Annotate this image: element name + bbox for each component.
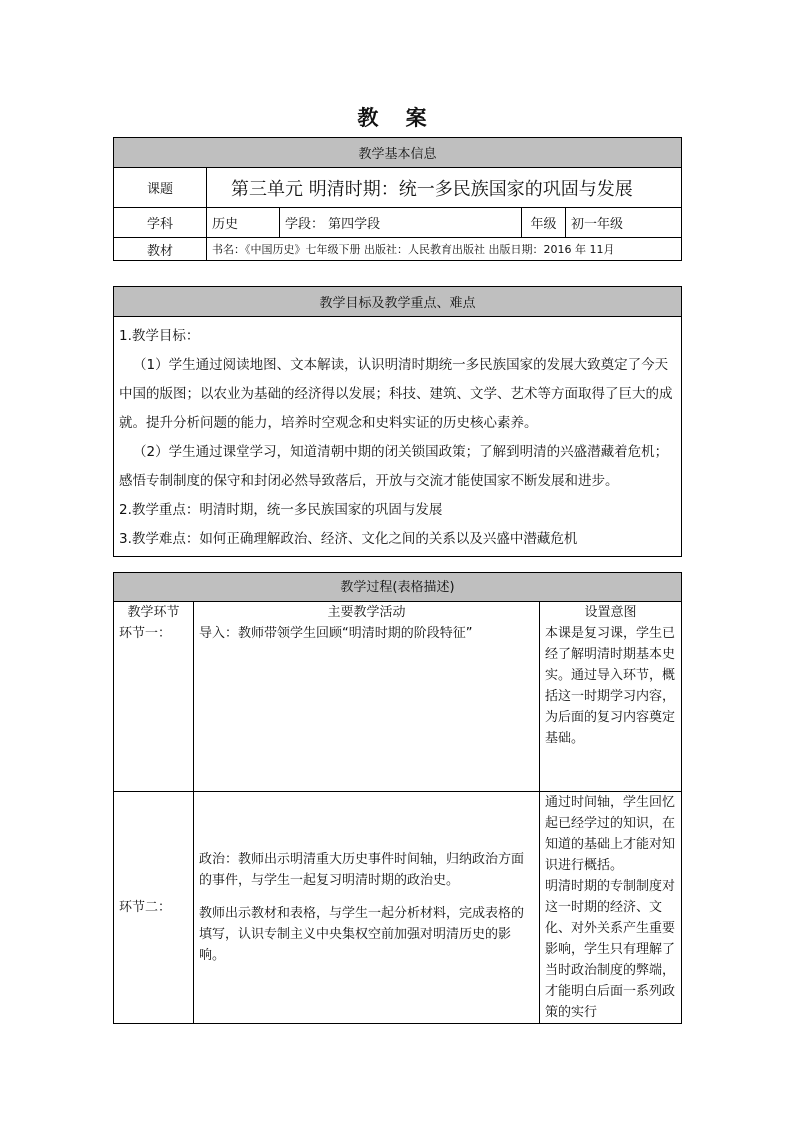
goal-2: （2）学生通过课堂学习，知道清朝中期的闭关锁国政策；了解到明清的兴盛潜藏着危机；感悟专制制度的保守和封闭必然导致落后，开放与交流才能使国家不断发展和进步。 <box>119 444 669 489</box>
objectives-body <box>114 317 682 557</box>
topic-label: 课题 <box>114 168 207 208</box>
subject-label: 学科 <box>114 208 207 238</box>
topic-value: 第三单元 明清时期：统一多民族国家的巩固与发展 <box>207 168 682 208</box>
row2-activity-1: 政治：教师出示明清重大历史事件时间轴，归纳政治方面的事件，与学生一起复习明清时期的政治史。 <box>199 852 525 888</box>
subject-value: 历史 <box>207 208 280 238</box>
objectives-header: 教学目标及教学重点、难点 <box>114 287 682 317</box>
grade-label: 年级 <box>522 208 566 238</box>
document-title: 教 案 <box>357 106 437 130</box>
basic-info-header: 教学基本信息 <box>114 138 682 168</box>
row1-activity-cell <box>194 602 540 792</box>
difficulty: 3.教学难点：如何正确理解政治、经济、文化之间的关系以及兴盛中潜藏危机 <box>119 531 578 547</box>
col-activity-header: 主要教学活动 <box>327 605 406 620</box>
row2-activity-2: 教师出示教材和表格，与学生一起分析材料，完成表格的填写，认识专制主义中央集权空前加强对明清历史的影响。 <box>199 906 525 963</box>
goal-1: （1）学生通过阅读地图、文本解读，认识明清时期统一多民族国家的发展大致奠定了今天中国的版图；以农业为基础的经济得以发展；科技、建筑、文学、艺术等方面取得了巨大的成就。提升分析问题的能力，培养时空观念和史料实证的历史核心素养。 <box>119 357 673 431</box>
row2-stage: 环节二： <box>114 792 194 1024</box>
key-point: 2.教学重点：明清时期，统一多民族国家的巩固与发展 <box>119 502 443 518</box>
textbook-value: 书名：《中国历史》七年级下册 出版社：人民教育出版社 出版日期：2016 年 11月 <box>207 238 682 261</box>
textbook-label: 教材 <box>114 238 207 261</box>
col-stage-header: 教学环节 <box>127 605 180 620</box>
row2-intent-2: 明清时期的专制制度对这一时期的经济、文化、对外关系产生重要影响，学生只有理解了当时政治制度的弊端，才能明白后面一系列政策的实行 <box>545 879 676 1020</box>
process-header: 教学过程(表格描述) <box>114 573 682 602</box>
process-table <box>113 572 682 1024</box>
stage-text: 学段： 第四学段 <box>280 208 522 238</box>
row2-activity-cell <box>194 792 540 1024</box>
row1-intent-cell <box>540 602 682 792</box>
row1-stage-cell <box>114 602 194 792</box>
row2-intent-cell <box>540 792 682 1024</box>
row1-intent: 本课是复习课，学生已经了解明清时期基本史实。通过导入环节，概括这一时期学习内容，为后面的复习内容奠定基础。 <box>545 626 676 746</box>
row1-stage: 环节一： <box>119 626 172 641</box>
goal-title: 1.教学目标： <box>119 328 200 344</box>
col-intent-header: 设置意图 <box>584 605 637 620</box>
objectives-table <box>113 286 682 557</box>
grade-value: 初一年级 <box>566 208 682 238</box>
basic-info-table <box>113 137 682 261</box>
row1-activity: 导入：教师带领学生回顾“明清时期的阶段特征” <box>199 626 473 641</box>
row2-intent-1: 通过时间轴，学生回忆起已经学过的知识，在知道的基础上才能对知识进行概括。 <box>545 795 676 873</box>
